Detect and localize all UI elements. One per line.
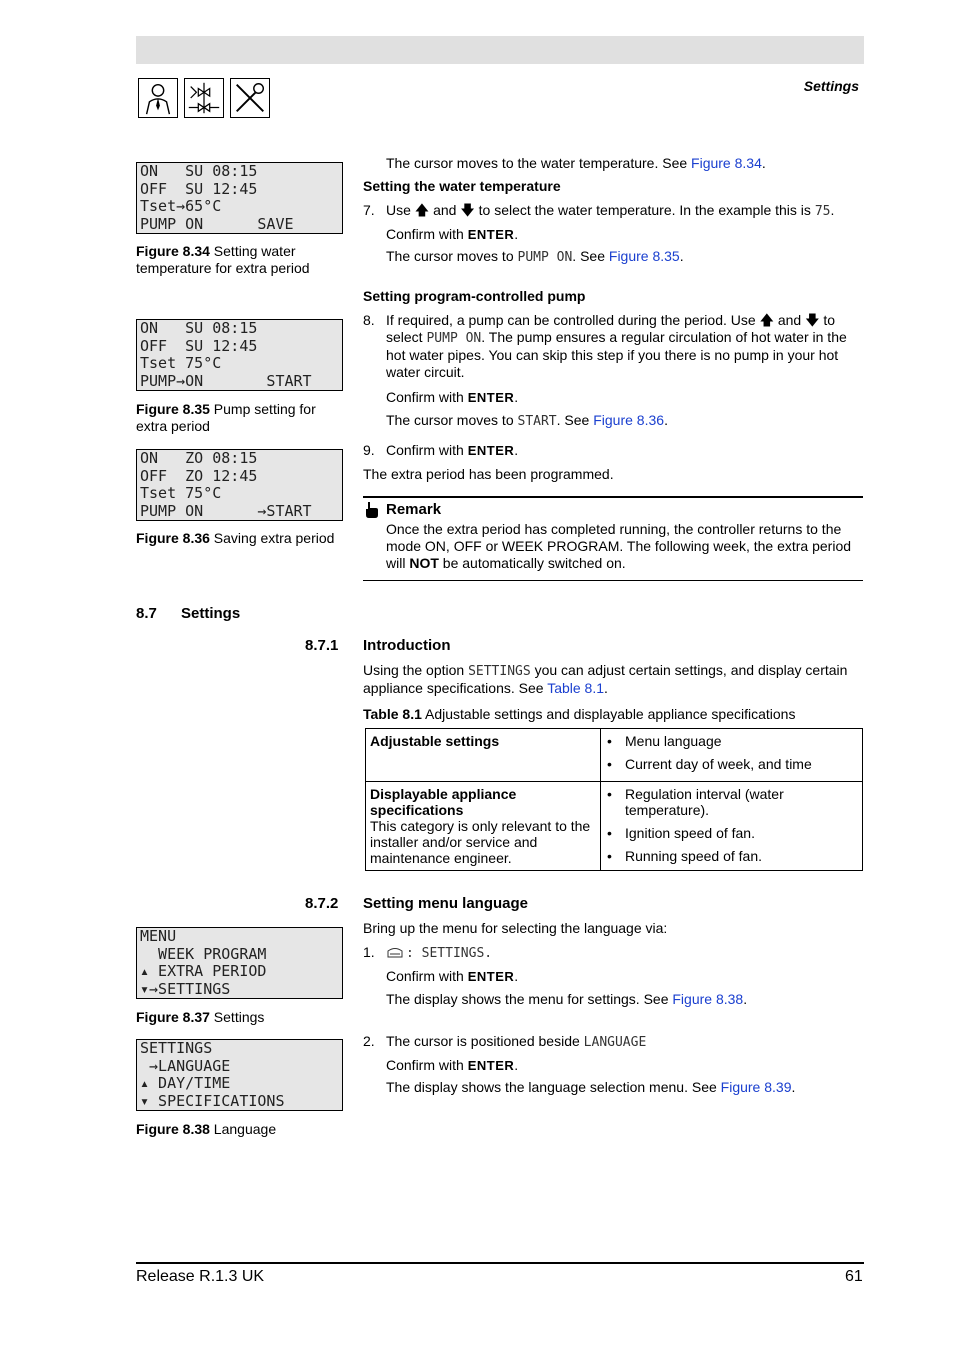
remark-title: Remark [386, 501, 442, 518]
figure-caption: Figure 8.38 Language [136, 1121, 277, 1137]
table-row [366, 729, 863, 782]
table-cell [601, 729, 863, 782]
figure-link[interactable]: Figure 8.36 [593, 412, 665, 428]
step-text: : SETTINGS. [386, 944, 864, 962]
lcd-figure-8-34: ON SU 08:15 OFF SU 12:45 Tset→65°C PUMP ON SAVE [136, 162, 343, 234]
list-item: • Current day of week, and time [605, 756, 858, 772]
table-cell: Adjustable settings [366, 729, 601, 782]
section-number: 8.7.1 [305, 637, 339, 654]
paragraph: Bring up the menu for selecting the language via: [363, 920, 668, 936]
section-title: Setting menu language [363, 895, 529, 912]
down-arrow-icon: 🡇 [460, 202, 475, 218]
valve-icon [184, 78, 224, 118]
subheading: Setting the water temperature [363, 178, 561, 194]
divider [363, 580, 863, 581]
list-item: • Ignition speed of fan. [605, 825, 858, 841]
up-arrow-icon: 🡅 [759, 312, 774, 328]
list-item: • Regulation interval (water temperature). [605, 786, 858, 818]
header-icons [138, 78, 270, 118]
paragraph: Confirm with ENTER. [386, 968, 519, 984]
tools-icon [230, 78, 270, 118]
paragraph: The cursor moves to PUMP ON. See Figure 8.35. [386, 248, 684, 265]
table-cell [601, 782, 863, 871]
list-item: • Running speed of fan. [605, 848, 858, 864]
step-number: 8. [363, 312, 375, 328]
header-bar [136, 36, 864, 64]
step-text: The cursor is positioned beside LANGUAGE [386, 1033, 647, 1050]
table-row [366, 782, 863, 871]
paragraph: The display shows the language selection menu. See Figure 8.39. [386, 1079, 796, 1095]
section-number: 8.7.2 [305, 895, 339, 912]
figure-link[interactable]: Figure 8.35 [608, 248, 680, 264]
list-item: • Menu language [605, 733, 858, 749]
figure-link[interactable]: Figure 8.38 [672, 991, 744, 1007]
section-number: 8.7 [136, 605, 157, 622]
subheading: Setting program-controlled pump [363, 288, 586, 304]
table-link[interactable]: Table 8.1 [547, 680, 605, 696]
remark-text: Once the extra period has completed running, the controller returns to the mode ON, OFF or WEEK PROGRAM. The following week, the extra period will NOT be automatically switched on. [386, 521, 852, 571]
table-cell: Displayable appliance specifications This category is only relevant to the installer and/or service and maintenance engineer. [366, 782, 601, 871]
figure-link[interactable]: Figure 8.34 [691, 155, 762, 171]
paragraph: The display shows the menu for settings. See Figure 8.38. [386, 991, 748, 1007]
down-arrow-icon: 🡇 [805, 312, 820, 328]
step-text: Confirm with ENTER. [386, 442, 519, 458]
step-number: 2. [363, 1033, 375, 1049]
lcd-figure-8-38: SETTINGS →LANGUAGE ▴ DAY/TIME ▾ SPECIFICATIONS [136, 1039, 343, 1111]
menu-key-icon [386, 946, 404, 958]
figure-caption: Figure 8.35 Pump setting for extra period [136, 401, 316, 434]
table-caption: Table 8.1 Adjustable settings and displayable appliance specifications [363, 706, 796, 722]
step-number: 9. [363, 442, 375, 458]
page-number: 61 [845, 1268, 863, 1285]
footer-divider [136, 1262, 864, 1264]
header-section-title: Settings [803, 78, 859, 94]
step-text: If required, a pump can be controlled during the period. Use 🡅 and 🡇 to select PUMP ON. The pump ensures a regular circulation of hot water in the hot water pipes. You can skip this step if you there is no pump in your hot water circuit. [386, 312, 847, 380]
section-title: Settings [181, 605, 241, 622]
paragraph: Confirm with ENTER. [386, 389, 519, 405]
hand-pointer-icon [363, 501, 379, 519]
paragraph: Confirm with ENTER. [386, 226, 519, 242]
divider [363, 496, 863, 498]
paragraph: The cursor moves to the water temperature. See Figure 8.34. [386, 155, 766, 171]
figure-link[interactable]: Figure 8.39 [720, 1079, 792, 1095]
lcd-figure-8-36: ON ZO 08:15 OFF ZO 12:45 Tset 75°C PUMP ON →START [136, 449, 343, 521]
lcd-figure-8-37: MENU WEEK PROGRAM ▴ EXTRA PERIOD ▾→SETTINGS [136, 927, 343, 999]
section-title: Introduction [363, 637, 451, 654]
figure-caption: Figure 8.34 Setting water temperature for extra period [136, 243, 310, 276]
user-icon [138, 78, 178, 118]
figure-caption: Figure 8.37 Settings [136, 1009, 265, 1025]
step-number: 7. [363, 202, 375, 218]
up-arrow-icon: 🡅 [414, 202, 430, 218]
paragraph: Using the option SETTINGS you can adjust certain settings, and display certain appliance specifications. See Table 8.1. [363, 662, 848, 696]
paragraph: The cursor moves to START. See Figure 8.36. [386, 412, 668, 429]
lcd-figure-8-35: ON SU 08:15 OFF SU 12:45 Tset 75°C PUMP→ON START [136, 319, 343, 391]
step-number: 1. [363, 944, 375, 960]
paragraph: The extra period has been programmed. [363, 466, 614, 482]
figure-caption: Figure 8.36 Saving extra period [136, 530, 335, 546]
step-text: Use 🡅 and 🡇 to select the water temperature. In the example this is 75. [386, 202, 835, 219]
settings-table [365, 728, 863, 871]
footer-release: Release R.1.3 UK [136, 1268, 265, 1285]
paragraph: Confirm with ENTER. [386, 1057, 519, 1073]
